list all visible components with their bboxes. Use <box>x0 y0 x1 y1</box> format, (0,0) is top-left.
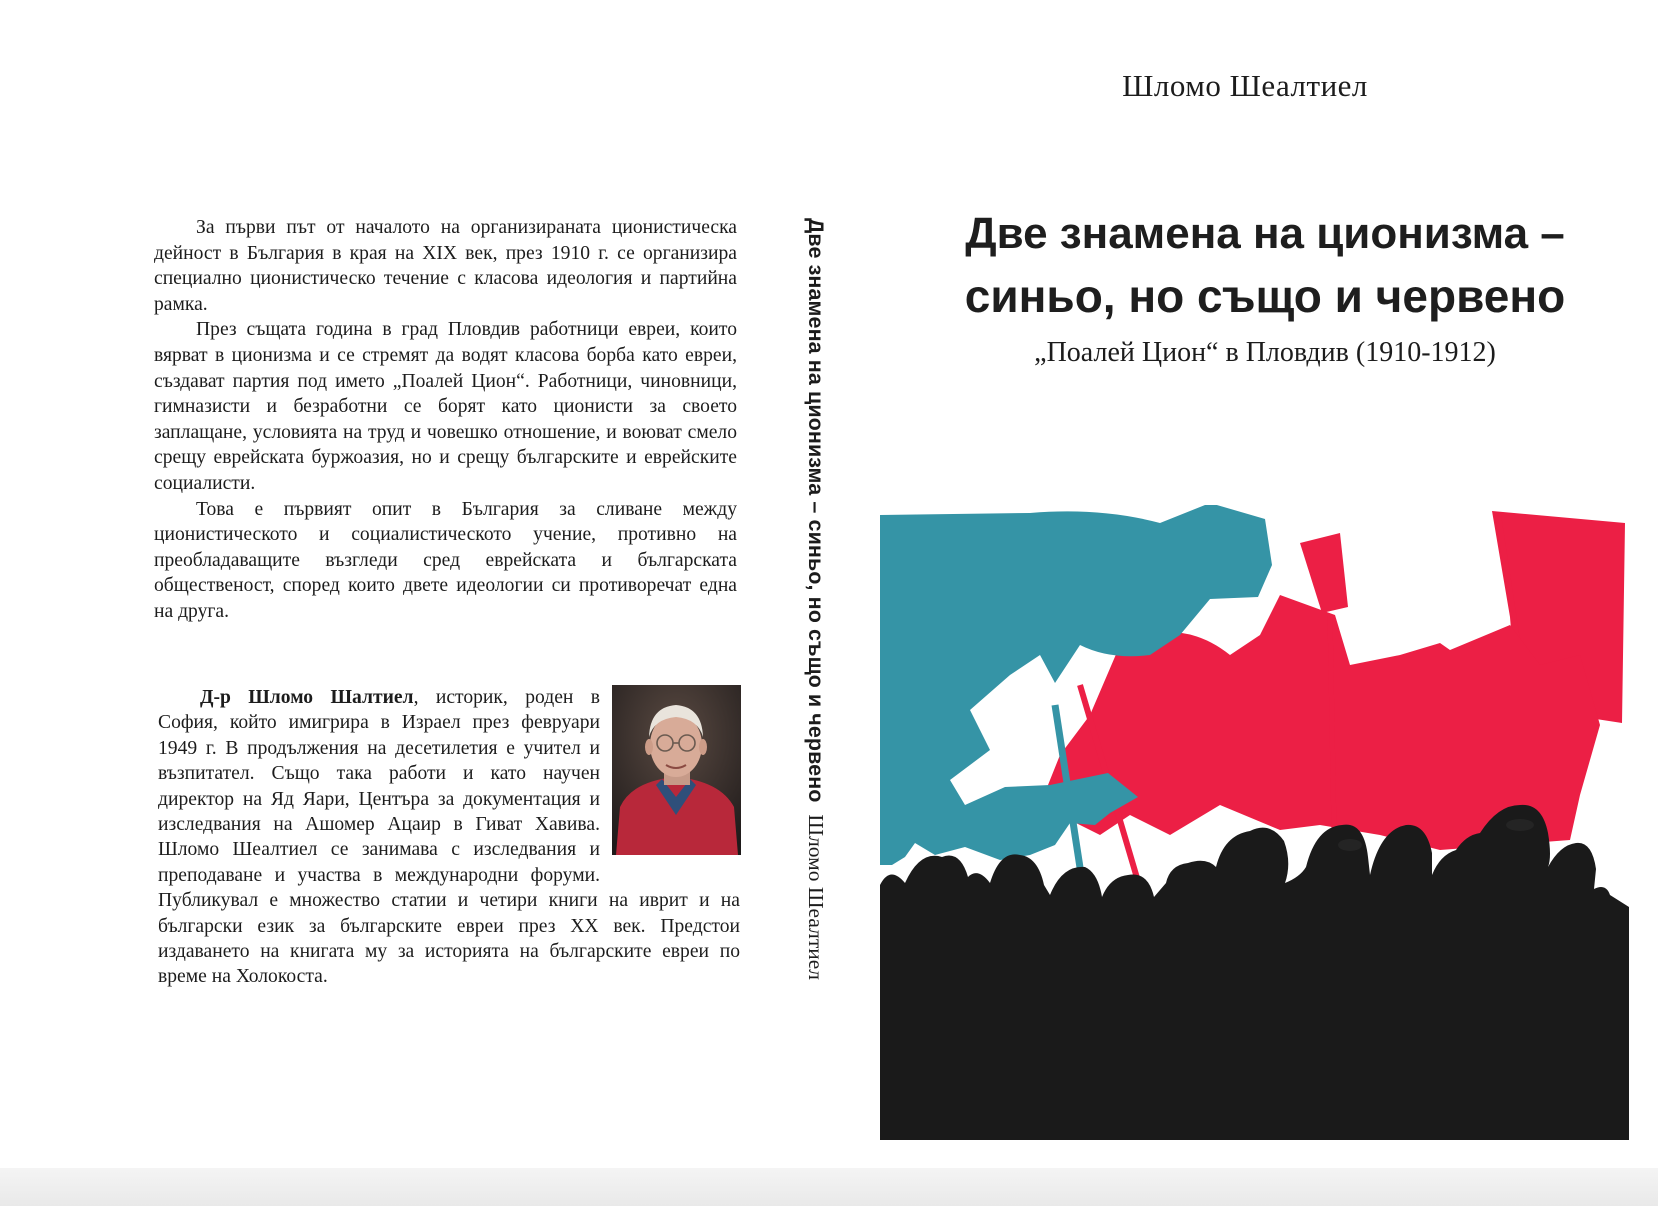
cover-illustration <box>880 505 1629 1140</box>
blurb-paragraph: Това е първият опит в България за сливане между ционистическото и социалистическото учение, противно на преобладаващите възгледи сред еврейската и българската общественост, според които двете идеологии си противоречат една на друга. <box>154 498 737 622</box>
bio-text: , историк, роден в София, който имигрира в Израел през февруари 1949 г. В продължения на десетилетия е учител и възпитател. Също така работи и като научен директор на Яд Яари, Центъра за документация и изследвания на Ашомер Ацаир в Гиват Хавива. Шломо Шеалтиел се занимава с изследвания и преподаване и участва в международни форуми. Публикувал е множество статии и четири книги на иврит и на български език за българските евреи през XX век. Предстои издаването на книгата му за историята на българските евреи по време на Холокоста. <box>158 687 740 988</box>
back-cover-blurb <box>154 215 737 625</box>
title-line-2: синьо, но също и червено <box>964 270 1566 322</box>
front-subtitle: „Поалей Цион“ в Пловдив (1910-1912) <box>1034 337 1496 368</box>
bio-author-name: Д-р Шломо Шалтиел <box>200 687 414 708</box>
front-author: Шломо Шеалтиел <box>1122 68 1368 103</box>
scan-edge <box>0 1168 1658 1206</box>
blurb-paragraph: За първи път от началото на организираната ционистическа дейност в България в края на XIX век, през 1910 г. се организира специално ционистическо течение с класова идеология и партийна рамка. <box>154 217 737 315</box>
red-flag-small <box>1300 533 1348 613</box>
author-bio <box>158 685 740 990</box>
front-title <box>880 205 1650 329</box>
spine-title: Две знамена на ционизма – синьо, но също и червено <box>804 218 828 803</box>
title-line-1: Две знамена на ционизма – <box>965 209 1565 258</box>
spine-author: Шломо Шеалтиел <box>804 814 828 980</box>
blurb-paragraph: През същата година в град Пловдив работници евреи, които вярват в ционизма и се стремят да водят класова борба като евреи, създават партия под името „Поалей Цион“. Работници, чиновници, гимназисти и безработни се борят като ционисти за своето заплащане, условията на труд и човешко отношение, и воюват смело срещу еврейската буржоазия, но и срещу българските и еврейските социалисти. <box>154 319 737 494</box>
